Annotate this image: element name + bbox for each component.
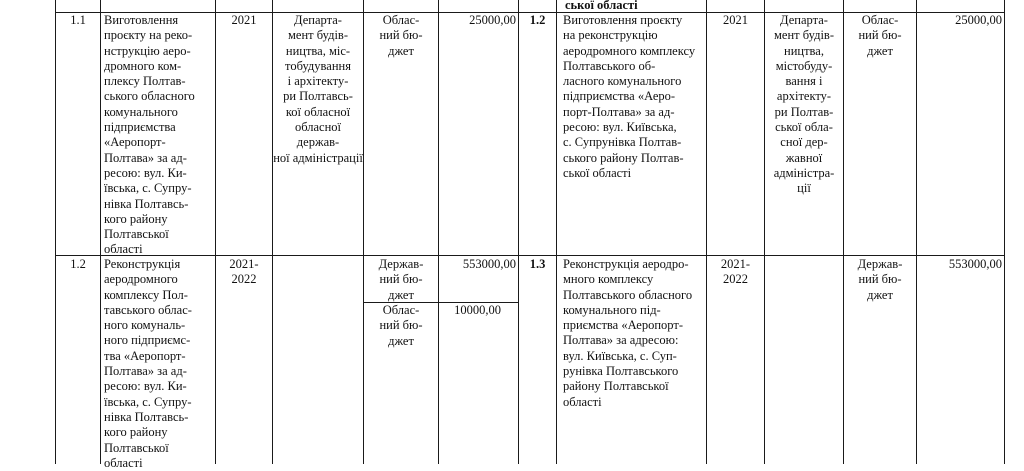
year: 2021 xyxy=(231,13,257,27)
col-border xyxy=(706,0,707,464)
col-border xyxy=(100,0,101,464)
col-border xyxy=(556,0,557,464)
year: 2021- 2022 xyxy=(229,257,259,287)
funding-amount: 25000,00 xyxy=(469,13,516,27)
row-number: 1.1 xyxy=(70,13,86,27)
right-heading-tail: ської області xyxy=(565,0,638,12)
executor: Департа- мент будів- ництва, містобуду- вання і архітекту- ри Полтав- ської обла- сної дер- жавної адміністра- ції xyxy=(773,13,835,196)
col-border xyxy=(843,0,844,464)
funding-source: Держав- ний бю- джет xyxy=(378,257,424,302)
funding-amount: 10000,00 xyxy=(454,303,501,317)
task-description: Виготовлення проєкту на реконструкцію аеродромного комплексу Полтавського об- ласного комунального підприємства «Аеро- порт-Полтава» за ад- ресою: вул. Київська, с. Супрунівка Полтав- ського району Полтав- ської області xyxy=(563,13,696,180)
col-border xyxy=(55,0,56,464)
row-number: 1.3 xyxy=(529,257,546,271)
col-border xyxy=(438,0,439,464)
funding-amount: 25000,00 xyxy=(955,13,1002,27)
col-border xyxy=(518,0,519,464)
col-border xyxy=(215,0,216,464)
task-description: Реконструкція аеродро- много комплексу Полтавського обласного комунального під- приємства «Аеропорт- Полтава» за адресою: вул. Київська, с. Суп- рунівка Полтавського району Полтавської області xyxy=(563,257,693,409)
funding-amount: 553000,00 xyxy=(462,257,516,271)
funding-source: Облас- ний бю- джет xyxy=(379,303,423,348)
row-number: 1.2 xyxy=(70,257,86,271)
funding-source: Облас- ний бю- джет xyxy=(379,13,423,58)
funding-source: Облас- ний бю- джет xyxy=(858,13,902,58)
funding-source: Держав- ний бю- джет xyxy=(857,257,903,302)
row-number: 1.2 xyxy=(529,13,546,27)
year: 2021 xyxy=(723,13,748,27)
funding-amount: 553000,00 xyxy=(948,257,1002,271)
col-border xyxy=(916,0,917,464)
year: 2021- 2022 xyxy=(720,257,751,287)
task-description: Реконструкція аеродромного комплексу Пол- тавського облас- ного комуналь- ного підприємс- тва «Аеропорт- Полтава» за ад- ресою: вул. Ки- ївська, с. Супру- нівка Полтавсь- кого району Полтавської області xyxy=(104,257,192,470)
task-description: Виготовлення проєкту на реко- нструкцію аеро- дромного ком- плексу Полтав- ського обласного комунального підприємства «Аеропорт- Полтава» за ад- ресою: вул. Ки- ївська, с. Супру- нівка Полтавсь- кого району Полтавської області xyxy=(104,13,195,257)
executor: Департа- мент будів- ництва, міс- тобудування і архітекту- ри Полтавсь- кої обласної обласної держав- ної адміністрації xyxy=(273,13,363,165)
col-border xyxy=(1004,0,1005,464)
col-border xyxy=(363,0,364,464)
